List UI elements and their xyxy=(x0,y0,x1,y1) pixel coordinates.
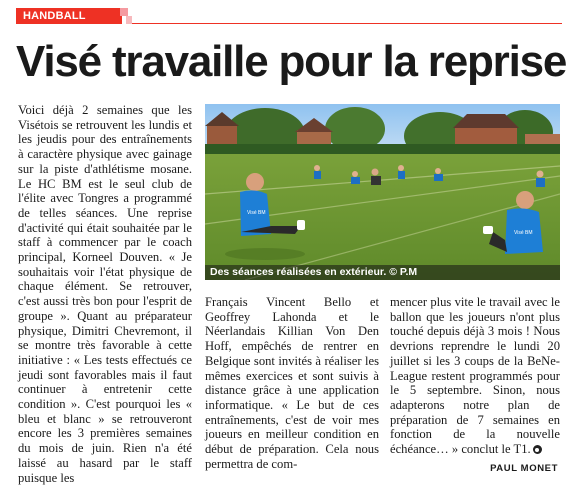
headline: Visé travaille pour la reprise xyxy=(16,37,567,86)
training-photo-illustration xyxy=(205,104,560,280)
article-column-1: Voici déjà 2 semaines que les Visétois se retrouvent les lundis et les jeudis pour des entraînements à caractère physique avec gainage sur la piste d'athlétisme mosane. Le HC BM est le seul club de l'élite avec Tongres a programmé de telles séances. Une reprise d'activité qui était souhaitée par le staff à commencer par le coach principal, Korneel Douven. « Je souhaitais voir l'état physique de chaque élément. Se retrouver, c'est aussi très bon pour l'esprit de groupe ». Quant au préparateur physique, Dimitri Chevremont, il se montre très favorable à cette initiative : « Les tests effectués ce jeudi sont favorables mais il faut continuer à entretenir cette condition ». C'est pourquoi les « bleu et blanc » se retrouveront encore les 3 premières semaines du mois de juin. Rien n'a été laissé au hasard par le staff puisque les xyxy=(18,103,192,485)
byline: PAUL MONET xyxy=(490,463,558,474)
article-column-3-text: mencer plus vite le travail avec le ballon que les joueurs n'ont plus touché depuis déjà 3 mois ! Nous devrions reprendre le lundi 20 juillet si les 3 coups de la BeNe-League restent programmés pour le 5 septembre. Sinon, nous adapterons notre plan de préparation de 7 semaines en fonction de la nouvelle échéance… » conclut le T1. xyxy=(390,295,560,457)
article-column-2: Français Vincent Bello et Geoffrey Lahonda et le Néerlandais Killian Von Den Hoff, empêchés de rentrer en Belgique sont invités à réaliser les mêmes exercices et sont suivis à distance grâce à une application informatique. « Le but de ces entraînements, c'est de voir mes joueurs en meilleur condition en début de préparation. Cela nous permettra de com- xyxy=(205,295,379,471)
svg-text:Visé BM: Visé BM xyxy=(247,210,266,216)
tag-decoration xyxy=(120,8,128,16)
end-of-article-icon xyxy=(533,445,542,454)
section-rule xyxy=(132,23,562,24)
photo-caption: Des séances réalisées en extérieur. © P.M xyxy=(205,265,560,280)
article-column-3 xyxy=(390,295,560,457)
section-tag: HANDBALL xyxy=(16,8,122,24)
svg-text:Visé BM: Visé BM xyxy=(514,230,533,236)
article-photo xyxy=(205,104,560,280)
